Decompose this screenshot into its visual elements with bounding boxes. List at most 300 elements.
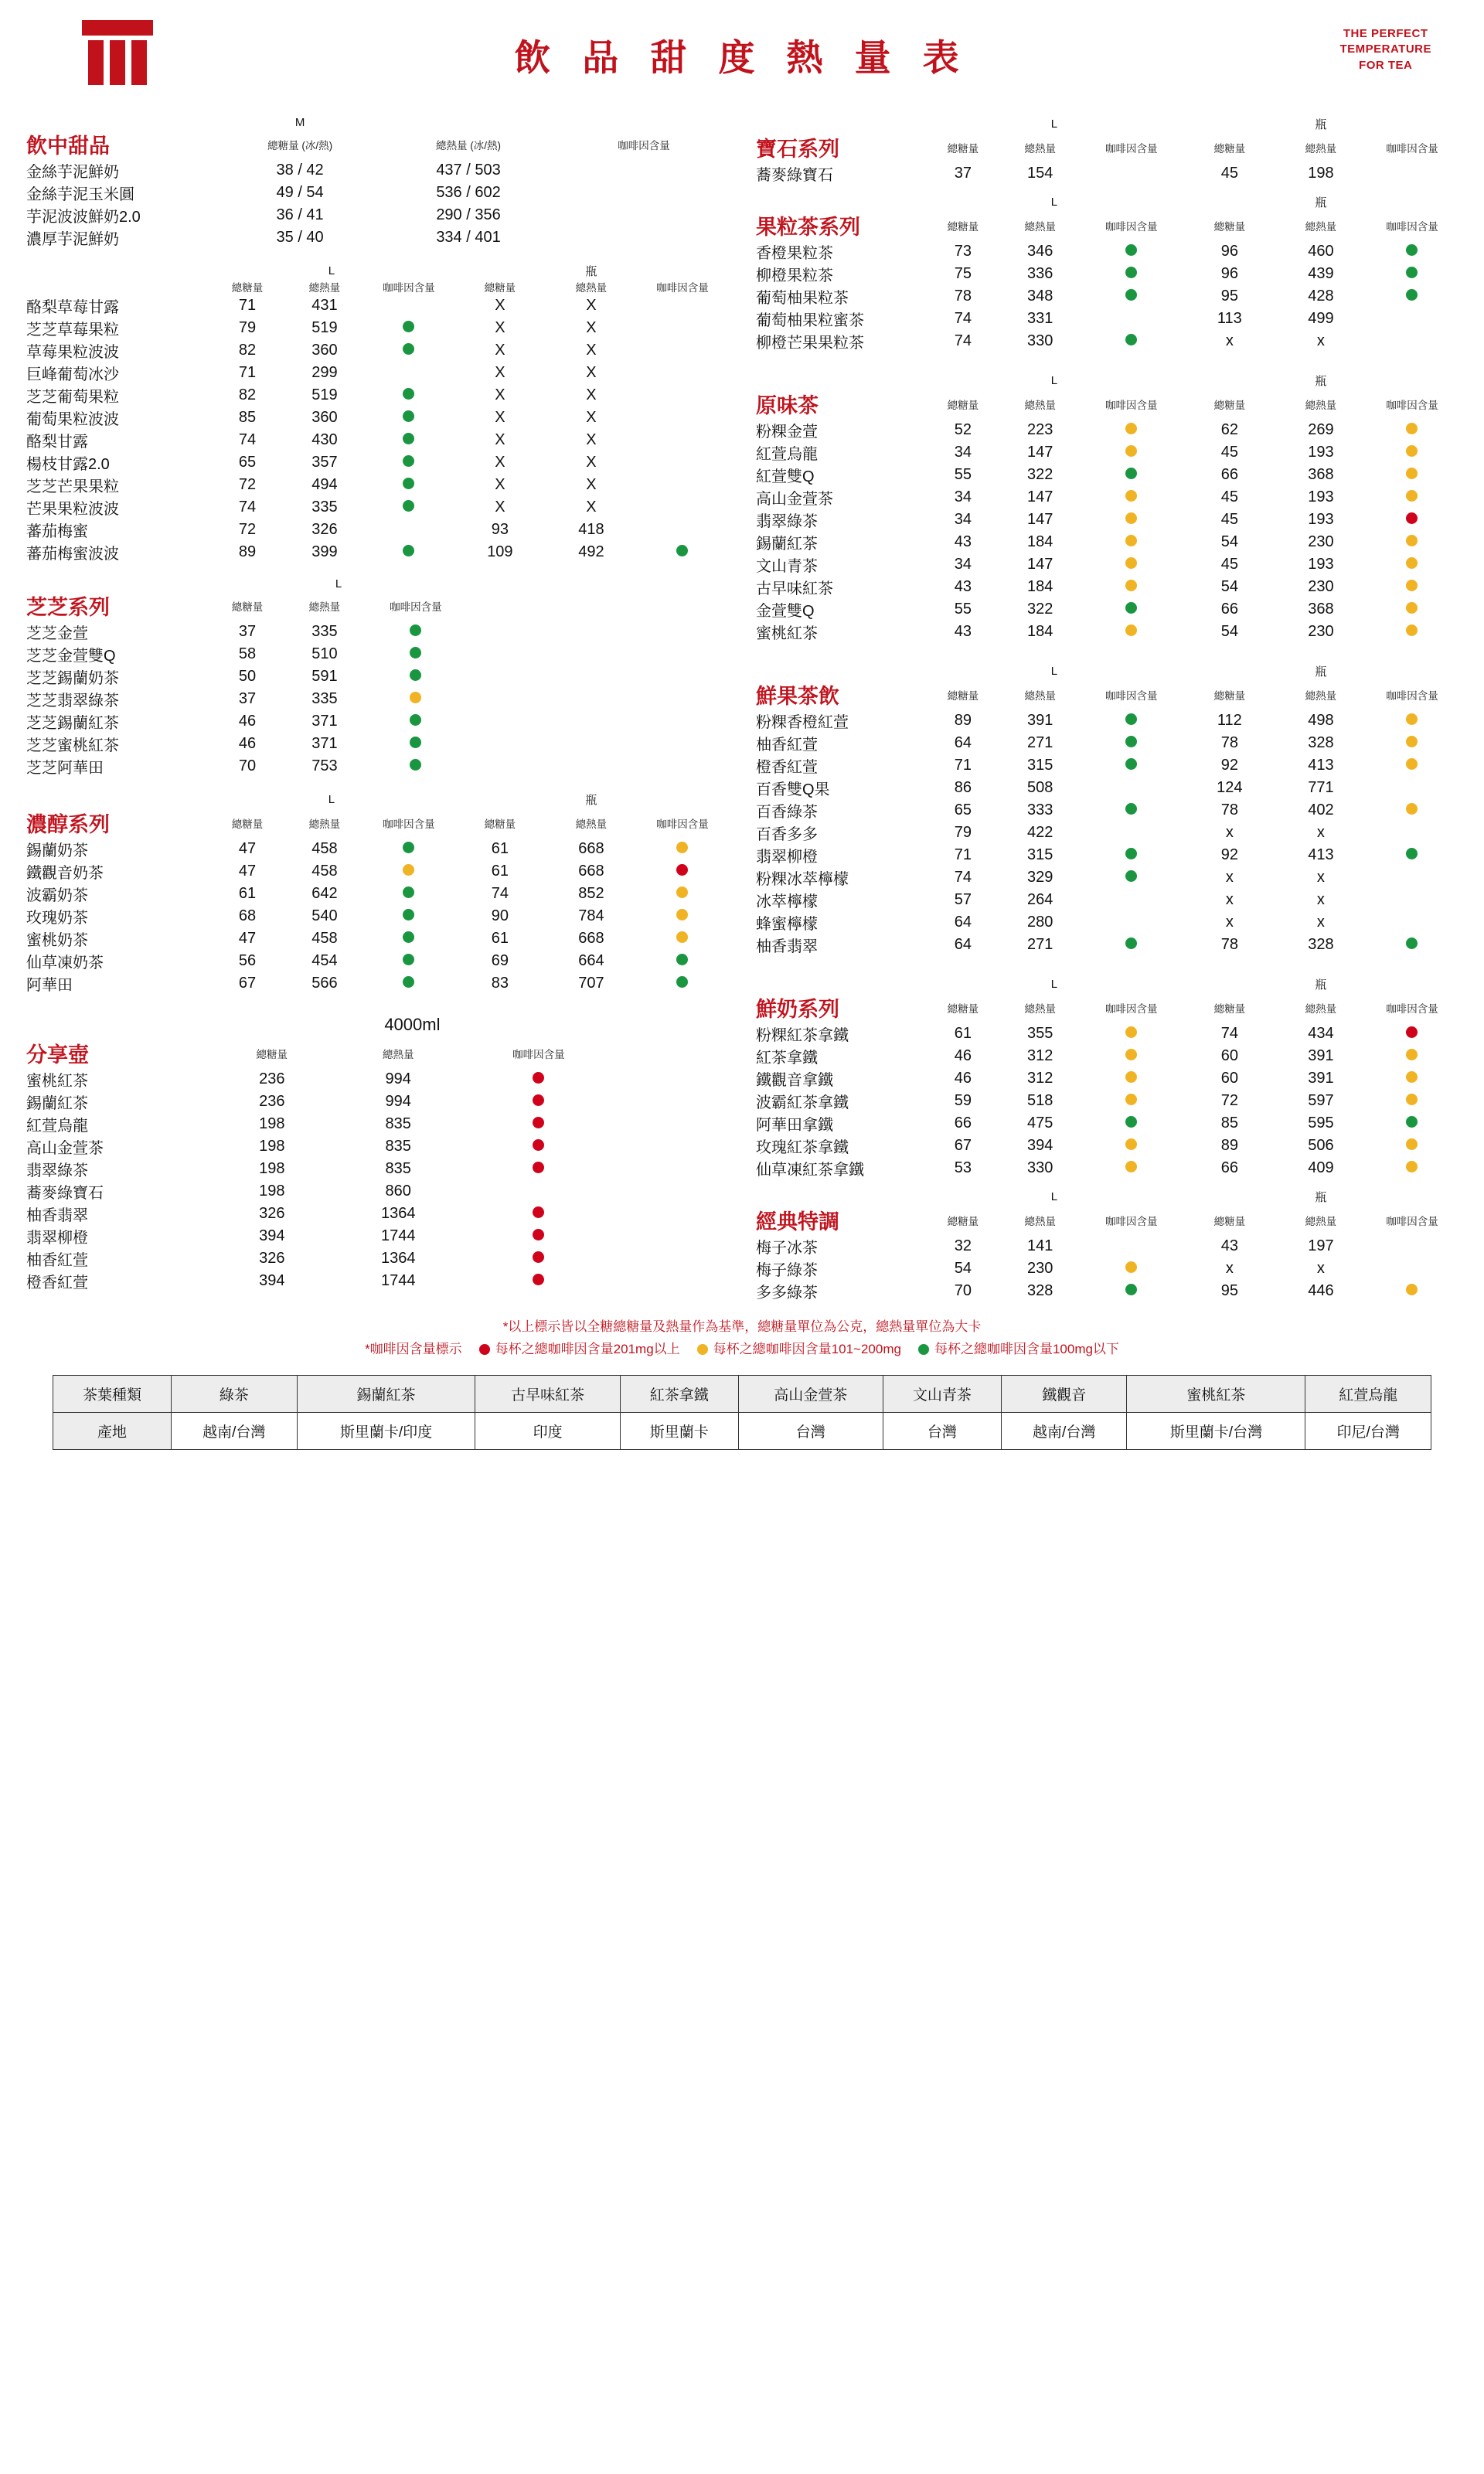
item-name: 鐵觀音奶茶 (26, 865, 104, 882)
item-sugar-bottle: 45 (1220, 488, 1238, 505)
table-row (26, 1091, 728, 1113)
origin-cell: 越南/台灣 (172, 1412, 298, 1449)
item-name: 文山青茶 (756, 558, 818, 575)
col-header-caffeine-bottle: 咖啡因含量 (1386, 1002, 1438, 1015)
item-calorie-l: 147 (1027, 488, 1053, 505)
item-sugar-l: 53 (954, 1159, 972, 1176)
table-row (756, 330, 1458, 352)
item-sugar-bottle: X (495, 499, 505, 516)
item-name: 高山金萱茶 (26, 1140, 104, 1157)
item-sugar-bottle: X (495, 342, 505, 359)
item-name: 蕎麥綠寶石 (26, 1185, 104, 1202)
item-sugar-l: 89 (238, 543, 257, 560)
item-calorie-bottle: 198 (1308, 165, 1334, 182)
section-title-classic: 經典特調 (756, 1210, 839, 1234)
table-row (53, 1412, 1431, 1449)
item-sugar-l: 57 (954, 891, 972, 908)
section-title-sweet: 飲中甜品 (26, 134, 110, 158)
col-header-caffeine-bottle: 咖啡因含量 (1386, 689, 1438, 702)
item-caffeine (461, 1091, 616, 1113)
item-caffeine-l (1079, 576, 1184, 598)
item-caffeine-l (363, 541, 454, 563)
caffeine-dot-icon (1125, 602, 1137, 614)
item-caffeine-bottle (1367, 441, 1458, 464)
item-name: 酪梨甘露 (26, 434, 88, 451)
right-column (742, 116, 1458, 1302)
item-calorie-bottle: 668 (578, 863, 604, 880)
item-sugar-l: 65 (954, 801, 972, 818)
item-calorie: 994 (385, 1070, 411, 1087)
tea-type-cell: 綠茶 (172, 1375, 298, 1412)
item-calorie: 510 (311, 645, 338, 662)
table-row: 濃厚芋泥鮮奶 35 / 40 334 / 401 (26, 229, 501, 248)
item-caffeine (461, 1203, 616, 1225)
table-row (756, 263, 1458, 285)
caffeine-dot-icon (1125, 445, 1137, 457)
item-caffeine-l (1079, 710, 1184, 732)
caffeine-dot-icon (1406, 289, 1418, 301)
item-calorie-bottle: x (1316, 891, 1325, 908)
item-calorie-bottle: X (586, 297, 597, 314)
item-name: 粉粿香橙紅萱 (756, 714, 849, 731)
item-caffeine (363, 665, 468, 688)
item-calorie-l: 475 (1027, 1114, 1053, 1132)
item-sugar-l: 59 (954, 1092, 972, 1109)
legend-item-high (479, 1339, 680, 1361)
origin-cell: 越南/台灣 (1001, 1412, 1127, 1449)
item-caffeine-bottle (1367, 911, 1458, 934)
item-sugar-bottle: 89 (1220, 1137, 1238, 1154)
col-header-caffeine-bottle: 咖啡因含量 (1386, 142, 1438, 155)
item-sugar: 37 (238, 690, 257, 707)
section-fruit-cream (26, 263, 728, 563)
item-sugar-bottle: 74 (1220, 1025, 1238, 1042)
caffeine-dot-icon (403, 500, 414, 512)
table-row (756, 598, 1458, 621)
item-caffeine-bottle (1367, 1135, 1458, 1157)
item-calorie-bottle: X (586, 476, 597, 493)
item-name: 芝芝草莓果粒 (26, 322, 119, 339)
col-header-sugar-bottle: 總糖量 (1213, 1215, 1246, 1227)
item-sugar: 58 (238, 645, 257, 662)
tea-origin-table (53, 1375, 1431, 1450)
item-sugar: 198 (259, 1183, 285, 1200)
item-sugar-bottle: 66 (1220, 466, 1238, 483)
item-caffeine-bottle (637, 950, 728, 972)
caffeine-dot-icon (1125, 1049, 1137, 1060)
item-sugar-l: 86 (954, 779, 972, 796)
item-name: 酪梨草莓甘露 (26, 299, 119, 316)
item-sugar-bottle: X (495, 409, 505, 426)
item-sugar-bottle: X (495, 364, 505, 381)
item-sugar-l: 82 (238, 342, 257, 359)
item-calorie-bottle: X (586, 431, 597, 448)
caffeine-legend (26, 1339, 1458, 1361)
item-caffeine-bottle (1367, 1157, 1458, 1179)
item-sugar-l: 72 (238, 476, 257, 493)
caffeine-dot-icon (533, 1251, 544, 1263)
col-header-sugar: 總糖量 (947, 142, 979, 155)
item-sugar-l: 71 (238, 364, 257, 381)
table-row (26, 860, 728, 883)
item-sugar-bottle: 78 (1220, 734, 1238, 751)
item-calorie-l: 508 (1027, 779, 1053, 796)
caffeine-dot-icon (533, 1162, 544, 1173)
table-row (26, 1203, 728, 1225)
table-row (756, 308, 1458, 330)
item-sugar-l: 47 (238, 840, 257, 857)
item-caffeine-l (1079, 598, 1184, 621)
item-caffeine-l (1079, 754, 1184, 777)
table-row (756, 777, 1458, 799)
item-caffeine (461, 1270, 616, 1292)
item-calorie-bottle: x (1316, 914, 1325, 931)
section-zhizhi (26, 577, 728, 778)
item-caffeine-bottle (1367, 464, 1458, 486)
item-calorie-bottle: 409 (1308, 1159, 1334, 1176)
item-calorie: 994 (385, 1093, 411, 1110)
size-label-l: L (1050, 978, 1058, 991)
caffeine-dot-icon (1406, 758, 1418, 770)
size-label-l: L (1050, 1190, 1058, 1203)
item-sugar-bottle: X (495, 319, 505, 336)
item-caffeine-bottle (1367, 486, 1458, 509)
caffeine-dot-icon (1125, 713, 1137, 725)
item-calorie-l: 336 (1027, 265, 1053, 282)
table-row (756, 509, 1458, 531)
footnotes (26, 1316, 1458, 1361)
caffeine-dot-icon (676, 886, 688, 898)
item-name: 芝芝蜜桃紅茶 (26, 737, 119, 754)
table-row: 金絲芋泥玉米圓 49 / 54 536 / 602 (26, 184, 501, 203)
table-row (26, 883, 728, 905)
item-caffeine-bottle (1367, 822, 1458, 844)
item-sugar-l: 74 (954, 332, 972, 349)
item-calorie-bottle: 492 (578, 543, 604, 560)
caffeine-dot-icon (403, 433, 414, 444)
item-sugar-l: 43 (954, 578, 972, 595)
item-calorie-bottle: 595 (1308, 1114, 1334, 1132)
item-calorie-bottle: 391 (1308, 1070, 1334, 1087)
item-sugar-l: 68 (238, 907, 257, 924)
item-calorie-l: 642 (311, 885, 338, 902)
section-title-original-tea: 原味茶 (756, 394, 819, 417)
item-caffeine (363, 755, 468, 778)
item-caffeine-l (363, 927, 454, 950)
table-row (26, 451, 728, 474)
item-caffeine-l (363, 294, 454, 317)
item-calorie-l: 333 (1027, 801, 1053, 818)
item-name: 翡翠綠茶 (756, 513, 818, 530)
item-sugar-bottle: 85 (1220, 1114, 1238, 1132)
col-header-calorie: 總熱量 (1024, 1215, 1056, 1227)
item-caffeine-bottle (637, 519, 728, 541)
legend-item-mid (697, 1339, 901, 1361)
caffeine-dot-icon (1406, 602, 1418, 614)
item-name: 芝芝金萱雙Q (26, 648, 116, 665)
section-fresh-fruit (756, 663, 1458, 956)
table-row (756, 1135, 1458, 1157)
table-row (26, 1113, 728, 1135)
caffeine-dot-yellow-icon (697, 1344, 708, 1355)
table-row (756, 1112, 1458, 1135)
item-calorie-bottle: X (586, 386, 597, 403)
item-calorie-l: 394 (1027, 1137, 1053, 1154)
item-name: 芝芝葡萄果粒 (26, 389, 119, 406)
item-sugar-bottle: 62 (1220, 421, 1238, 438)
item-calorie-l: 335 (311, 499, 338, 516)
table-row (756, 754, 1458, 777)
table-row (26, 621, 728, 643)
item-sugar-l: 46 (954, 1070, 972, 1087)
caffeine-dot-icon (410, 647, 421, 658)
caffeine-dot-icon (1125, 244, 1137, 256)
caffeine-dot-icon (1125, 423, 1137, 434)
item-name: 玫瑰奶茶 (26, 910, 88, 927)
item-caffeine-bottle (1367, 576, 1458, 598)
item-caffeine-bottle (637, 496, 728, 519)
item-caffeine-l (1079, 1045, 1184, 1067)
item-name: 梅子綠茶 (756, 1262, 818, 1279)
row-header-tea-type: 茶葉種類 (53, 1375, 172, 1412)
caffeine-dot-icon (1406, 1138, 1418, 1150)
item-caffeine-bottle (637, 927, 728, 950)
item-calorie: 335 (311, 690, 338, 707)
item-caffeine-l (1079, 419, 1184, 441)
item-sugar: 198 (259, 1138, 285, 1155)
col-header-calorie-bottle: 總熱量 (1305, 399, 1337, 411)
item-sugar-bottle: 124 (1217, 779, 1243, 796)
item-caffeine-l (363, 384, 454, 407)
caffeine-dot-icon (403, 545, 414, 556)
item-caffeine-bottle (637, 429, 728, 451)
item-name: 蜜桃奶茶 (26, 932, 88, 949)
item-sugar-l: 79 (954, 824, 972, 841)
col-header-calorie-bottle: 總熱量 (1305, 220, 1337, 233)
item-calorie-l: 184 (1027, 533, 1053, 550)
item-caffeine-bottle (1367, 531, 1458, 553)
size-label-l: L (328, 264, 335, 277)
item-caffeine-bottle (1367, 621, 1458, 643)
item-calorie-bottle: 413 (1308, 757, 1334, 774)
item-sugar-l: 56 (238, 952, 257, 969)
table-row (26, 688, 728, 710)
item-calorie-l: 357 (311, 454, 338, 471)
origin-cell: 斯里蘭卡 (620, 1412, 738, 1449)
caffeine-dot-icon (676, 954, 688, 965)
col-header-caffeine-bottle: 咖啡因含量 (1386, 220, 1438, 233)
caffeine-dot-icon (1406, 490, 1418, 502)
row-header-origin: 產地 (53, 1412, 172, 1449)
item-sugar-bottle: x (1225, 891, 1234, 908)
item-name: 仙草凍紅茶拿鐵 (756, 1162, 864, 1179)
item-calorie-bottle: 230 (1308, 533, 1334, 550)
col-header-sugar: 總糖量 (256, 1048, 288, 1060)
item-name: 紅萱雙Q (756, 468, 815, 485)
item-caffeine-l (363, 451, 454, 474)
item-caffeine-l (1079, 621, 1184, 643)
item-name: 葡萄果粒波波 (26, 411, 119, 428)
item-calorie-bottle: 668 (578, 840, 604, 857)
item-caffeine (363, 621, 468, 643)
item-name: 冰萃檸檬 (756, 893, 818, 910)
item-calorie-bottle: 230 (1308, 578, 1334, 595)
table-row (26, 541, 728, 563)
item-calorie-l: 326 (311, 521, 338, 538)
item-name: 阿華田 (26, 977, 73, 994)
item-sugar-l: 55 (954, 601, 972, 618)
caffeine-dot-icon (533, 1206, 544, 1218)
item-caffeine-bottle (1367, 934, 1458, 956)
table-row (26, 519, 728, 541)
table-row (26, 294, 728, 317)
brand-tagline-line2: TEMPERATURE (1339, 43, 1431, 56)
item-caffeine-l (1079, 1257, 1184, 1280)
size-label-bottle: 瓶 (1315, 118, 1327, 131)
table-row (756, 285, 1458, 308)
item-caffeine-l (363, 972, 454, 995)
caffeine-dot-icon (403, 410, 414, 422)
table-row (26, 407, 728, 429)
caffeine-dot-icon (1125, 1261, 1137, 1273)
caffeine-dot-red-icon (479, 1344, 490, 1355)
size-label-l: L (1050, 665, 1058, 678)
item-caffeine-l (1079, 509, 1184, 531)
item-sugar-bottle: 92 (1220, 757, 1238, 774)
item-sugar-l: 65 (238, 454, 257, 471)
caffeine-dot-icon (1406, 1116, 1418, 1128)
table-row (756, 822, 1458, 844)
item-calorie-bottle: 328 (1308, 936, 1334, 953)
item-calorie-bottle: 446 (1308, 1282, 1334, 1299)
col-header-calorie: 總熱量 (308, 818, 341, 830)
item-name: 多多綠茶 (756, 1285, 818, 1302)
table-row: 芋泥波波鮮奶2.0 36 / 41 290 / 356 (26, 206, 501, 226)
item-sugar-l: 89 (954, 712, 972, 729)
table-row (26, 1247, 728, 1270)
caffeine-dot-icon (676, 545, 688, 556)
item-caffeine-bottle (1367, 1067, 1458, 1090)
item-calorie-bottle: 413 (1308, 846, 1334, 863)
caffeine-dot-icon (403, 321, 414, 332)
item-caffeine-bottle (1367, 1045, 1458, 1067)
item-caffeine-l (1079, 1235, 1184, 1257)
item-sugar: 326 (259, 1250, 285, 1267)
origin-cell: 斯里蘭卡/台灣 (1127, 1412, 1305, 1449)
item-caffeine-bottle (1367, 1023, 1458, 1045)
caffeine-dot-icon (403, 954, 414, 965)
item-calorie-l: 519 (311, 386, 338, 403)
item-caffeine-l (1079, 1280, 1184, 1302)
legend-text-high: 每杯之總咖啡因含量201mg以上 (495, 1341, 680, 1356)
item-calorie-l: 346 (1027, 243, 1053, 260)
item-calorie-bottle: 197 (1308, 1237, 1334, 1254)
item-calorie-bottle: 193 (1308, 444, 1334, 461)
caffeine-dot-icon (1406, 445, 1418, 457)
item-caffeine-bottle (1367, 710, 1458, 732)
item-sugar-bottle: X (495, 386, 505, 403)
caffeine-dot-icon (403, 976, 414, 988)
caffeine-dot-icon (1125, 1116, 1137, 1128)
table-row (756, 889, 1458, 911)
item-calorie-l: 454 (311, 952, 338, 969)
item-caffeine-l (1079, 240, 1184, 263)
col-header-sugar-bottle: 總糖量 (484, 282, 516, 294)
item-name: 香橙果粒茶 (756, 245, 833, 262)
size-label-bottle: 瓶 (1315, 375, 1327, 388)
item-caffeine-l (1079, 441, 1184, 464)
caffeine-dot-icon (403, 455, 414, 467)
item-calorie-bottle: 402 (1308, 801, 1334, 818)
caffeine-dot-icon (1125, 624, 1137, 636)
col-header-caffeine: 咖啡因含量 (383, 282, 435, 294)
item-sugar: 37 (238, 623, 257, 640)
item-calorie: 860 (385, 1183, 411, 1200)
item-name: 巨峰葡萄冰沙 (26, 366, 119, 383)
item-sugar-l: 85 (238, 409, 257, 426)
table-row (26, 1135, 728, 1158)
tea-type-cell: 高山金萱茶 (738, 1375, 883, 1412)
brand-tagline-line1: THE PERFECT (1343, 27, 1428, 40)
item-name: 古早味紅茶 (756, 580, 833, 597)
item-sugar-bottle: 60 (1220, 1047, 1238, 1064)
section-title-nongchun: 濃醇系列 (26, 813, 110, 836)
item-sugar-bottle: 61 (491, 930, 509, 947)
table-row (26, 339, 728, 362)
item-calorie-l: 360 (311, 342, 338, 359)
legend-label: *咖啡因含量標示 (365, 1341, 462, 1356)
caffeine-dot-icon (410, 737, 421, 748)
item-sugar-bottle: x (1225, 869, 1234, 886)
col-header-sugar: 總糖量 (947, 1002, 979, 1015)
caffeine-dot-icon (1125, 736, 1137, 747)
left-column (26, 116, 742, 1292)
item-calorie-l: 312 (1027, 1070, 1053, 1087)
item-sugar-l: 52 (954, 421, 972, 438)
col-header-calorie: 總熱量 (1024, 399, 1056, 411)
item-caffeine (363, 643, 468, 665)
col-header-sugar-bottle: 總糖量 (1213, 220, 1246, 233)
table-row (756, 1090, 1458, 1112)
item-sugar: 394 (259, 1227, 285, 1244)
caffeine-dot-icon (533, 1072, 544, 1084)
item-sugar-l: 43 (954, 623, 972, 640)
caffeine-dot-icon (1125, 848, 1137, 859)
table-row (26, 905, 728, 927)
item-sugar-bottle: 72 (1220, 1092, 1238, 1109)
legend-text-low: 每杯之總咖啡因含量100mg以下 (934, 1341, 1119, 1356)
item-calorie-bottle: 269 (1308, 421, 1334, 438)
caffeine-dot-icon (403, 931, 414, 943)
item-sugar-l: 46 (954, 1047, 972, 1064)
col-header-calorie-bottle: 總熱量 (575, 282, 608, 294)
item-caffeine-l (363, 883, 454, 905)
item-calorie-bottle: x (1316, 332, 1325, 349)
item-calorie-l: 299 (311, 364, 338, 381)
item-calorie-l: 223 (1027, 421, 1053, 438)
item-caffeine-l (1079, 844, 1184, 866)
item-sugar-l: 74 (954, 310, 972, 327)
item-calorie-bottle: X (586, 409, 597, 426)
caffeine-dot-icon (1406, 1049, 1418, 1060)
tea-type-cell: 紅萱烏龍 (1305, 1375, 1431, 1412)
section-fruit-tea (756, 194, 1458, 352)
item-sugar: 326 (259, 1205, 285, 1222)
col-header-calorie: 總熱量 (308, 601, 341, 613)
item-calorie-l: 458 (311, 930, 338, 947)
item-caffeine-l (1079, 162, 1184, 185)
item-name: 蜜桃紅茶 (756, 625, 818, 642)
